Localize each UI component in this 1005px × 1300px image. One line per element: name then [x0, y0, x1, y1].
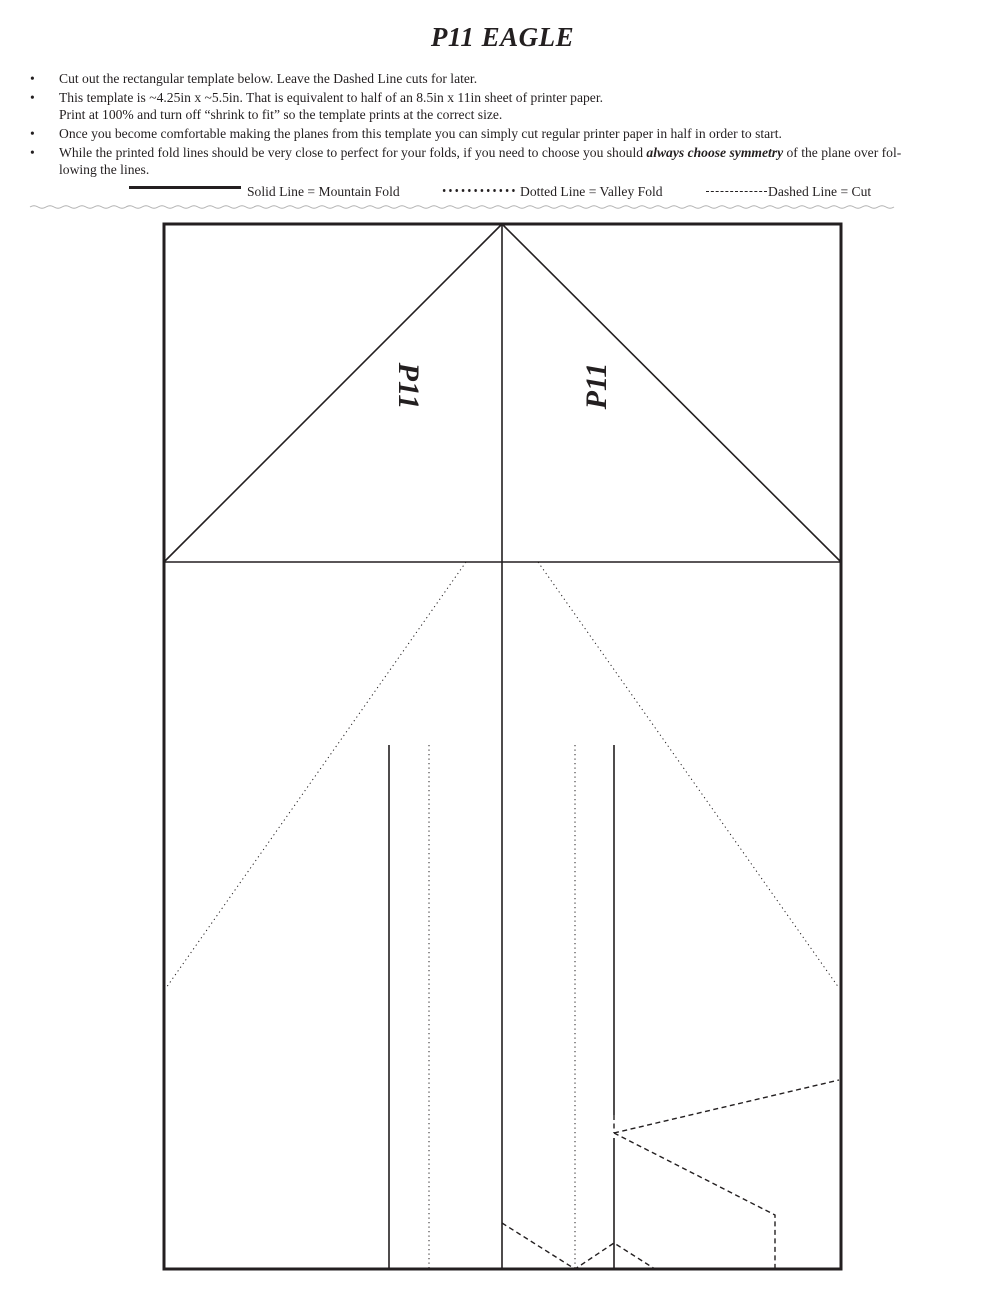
left-wing-valley-fold — [166, 562, 466, 988]
bullet-icon: • — [30, 126, 35, 141]
instruction-text: This template is ~4.25in x ~5.5in. That is equivalent to half of an 8.5in x 11in sheet of printer paper. — [59, 90, 604, 105]
bullet-icon: • — [30, 90, 35, 105]
left-diagonal-fold-line — [164, 224, 502, 562]
page-title: P11 EAGLE — [430, 22, 575, 52]
instruction-text-line2: Print at 100% and turn off “shrink to fit” so the template prints at the correct size. — [59, 107, 503, 122]
legend-solid-label: Solid Line = Mountain Fold — [247, 184, 400, 199]
tail-cut-upper — [614, 1080, 839, 1133]
wing-label-left: P11 — [392, 362, 425, 410]
legend-dotted-label: Dotted Line = Valley Fold — [520, 184, 663, 199]
legend-dashed-label: Dashed Line = Cut — [768, 184, 872, 199]
bullet-icon: • — [30, 145, 35, 160]
right-wing-valley-fold — [538, 562, 839, 988]
instruction-text: While the printed fold lines should be very close to perfect for your folds, if you need to choose you should — [59, 145, 647, 160]
instruction-emphasis: always choose symmetry — [646, 145, 784, 160]
wing-label-right: P11 — [580, 362, 613, 410]
instruction-text: Cut out the rectangular template below. Leave the Dashed Line cuts for later. — [59, 71, 478, 86]
instruction-text-line2: lowing the lines. — [59, 162, 150, 177]
tail-notch-cut — [502, 1223, 655, 1269]
instruction-text-after: of the plane over fol- — [783, 145, 902, 160]
separator-line — [30, 206, 894, 209]
bullet-icon: • — [30, 71, 35, 86]
tail-cut-lower — [614, 1133, 775, 1269]
right-diagonal-fold-line — [502, 224, 841, 562]
instruction-text: Once you become comfortable making the planes from this template you can simply cut regular printer paper in half in order to start. — [59, 126, 782, 141]
